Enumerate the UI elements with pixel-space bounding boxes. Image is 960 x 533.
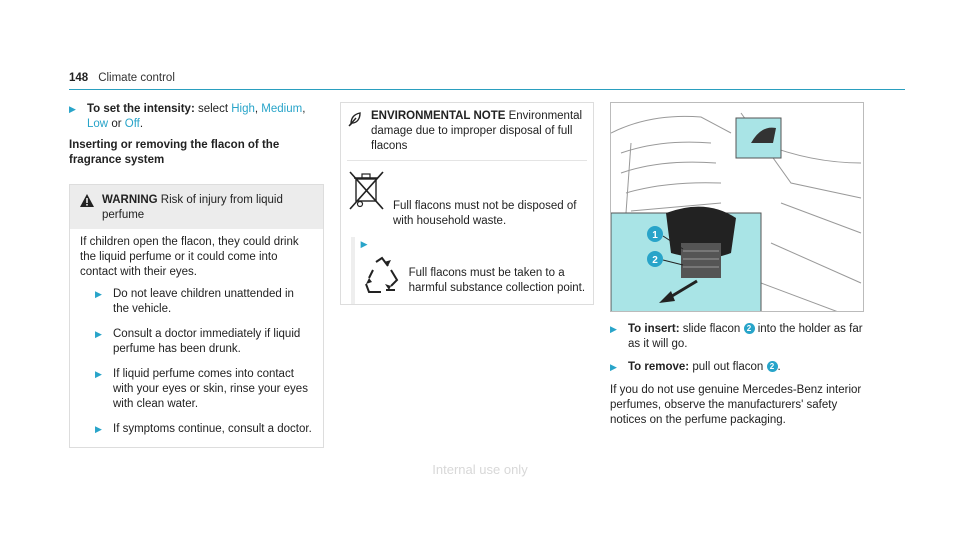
- warning-step-text: If symptoms continue, consult a doctor.: [113, 423, 312, 435]
- warning-head-text: Risk of injury from liquid perfume: [102, 193, 283, 221]
- section-title: Inserting or removing the flacon of the fragrance system: [69, 138, 280, 166]
- or-word: or: [111, 117, 122, 130]
- sep: ,: [254, 103, 259, 115]
- callout-1: 1: [652, 230, 658, 241]
- environmental-note-box: [340, 102, 594, 305]
- bullet-arrow-icon: ▶: [95, 424, 102, 434]
- period: .: [139, 117, 144, 130]
- intensity-pre: select: [197, 103, 229, 115]
- bullet-arrow-icon: ▶: [610, 324, 617, 334]
- watermark: Internal use only: [432, 462, 528, 477]
- crossed-out-bin-icon: [347, 169, 387, 213]
- remove-lead: To remove:: [628, 360, 690, 373]
- warning-step: [95, 327, 313, 357]
- insert-step: [610, 322, 870, 352]
- env-note-label: ENVIRONMENTAL NOTE: [371, 110, 506, 122]
- option-off[interactable]: Off: [124, 117, 140, 130]
- warning-header: [70, 185, 323, 229]
- env-note-head-text: Environmental damage due to improper disposal of full flacons: [371, 110, 583, 152]
- warning-step-text: Do not leave children unattended in the vehicle.: [113, 288, 294, 316]
- left-column: [69, 102, 324, 448]
- bullet-arrow-icon: ▶: [360, 238, 368, 249]
- warning-step: [95, 367, 313, 412]
- insert-post: into the holder as far as it will go.: [628, 323, 863, 350]
- sep: ,: [302, 103, 306, 115]
- page-number: 148: [69, 72, 89, 84]
- right-column: [610, 322, 870, 428]
- option-high[interactable]: High: [231, 103, 255, 115]
- remove-step: [610, 360, 870, 375]
- intensity-lead: To set the intensity:: [87, 103, 195, 115]
- bullet-arrow-icon: ▶: [610, 361, 617, 372]
- header-rule: [69, 89, 905, 90]
- env-item-2-text: Full flacons must be taken to a harmful substance collection point.: [408, 266, 586, 294]
- env-item-1-text: Full flacons must not be disposed of with household waste.: [393, 199, 577, 227]
- env-item-2: [341, 237, 593, 304]
- intensity-step: [69, 102, 324, 132]
- insert-lead: To insert:: [628, 323, 680, 335]
- remove-pre: pull out flacon: [692, 360, 764, 373]
- bullet-arrow-icon: ▶: [95, 369, 102, 380]
- illustration-fragrance-flacon: [610, 102, 864, 312]
- callout-2-badge: 2: [767, 361, 778, 372]
- option-low[interactable]: Low: [87, 117, 109, 130]
- section-name: Climate control: [98, 72, 175, 84]
- bullet-arrow-icon: ▶: [95, 329, 102, 340]
- notice-text: If you do not use genuine Mercedes-Benz interior perfumes, observe the manufacturers' safety notices on the perfume packaging.: [610, 383, 862, 426]
- warning-step-text: Consult a doctor immediately if liquid perfume has been drunk.: [113, 328, 301, 356]
- warning-step-text: If liquid perfume comes into contact with your eyes or skin, rinse your eyes with clean water.: [113, 368, 308, 411]
- env-item-1: [341, 161, 593, 229]
- warning-step: [95, 287, 313, 317]
- callout-2: 2: [652, 255, 658, 266]
- env-note-header: [341, 103, 593, 160]
- callout-2-badge: 2: [744, 323, 755, 334]
- warning-text: If children open the flacon, they could drink the liquid perfume or it could come into contact with their eyes.: [80, 235, 299, 278]
- bullet-arrow-icon: ▶: [69, 104, 76, 114]
- warning-label: WARNING: [102, 193, 158, 206]
- page-header: [69, 71, 175, 86]
- remove-post: .: [777, 360, 781, 373]
- warning-body: [70, 229, 323, 447]
- warning-box: [69, 184, 324, 448]
- option-medium[interactable]: Medium: [261, 103, 303, 115]
- bullet-arrow-icon: ▶: [95, 289, 102, 300]
- recycle-icon: [361, 256, 403, 296]
- warning-step: [95, 422, 313, 437]
- environment-leaf-icon: [347, 111, 363, 127]
- warning-triangle-icon: [80, 194, 94, 207]
- insert-pre: slide flacon: [682, 323, 741, 335]
- flacon-illustration: [611, 103, 864, 312]
